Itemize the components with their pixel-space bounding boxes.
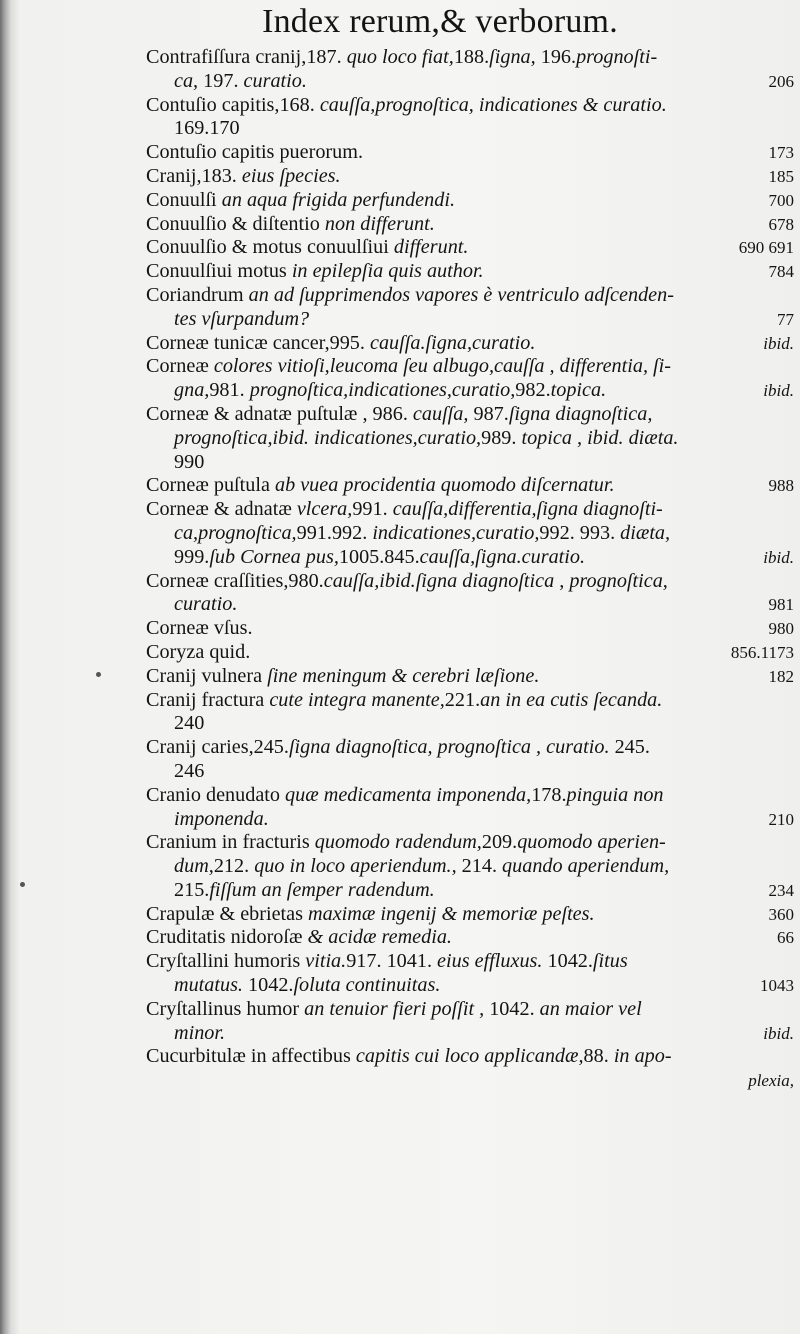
entry-text-italic: ſine meningum & cerebri læſione. — [267, 664, 540, 687]
entry-text-italic: cauſſa.ſigna,curatio. — [370, 331, 536, 354]
index-entry — [146, 260, 794, 284]
entry-text: Crapulæ & ebrietas — [146, 902, 309, 925]
entry-line — [146, 641, 794, 665]
entry-text: Conuulſio & motus conuulſiui — [146, 236, 394, 259]
entry-text-italic: ſigna diagnoſtica, — [508, 402, 653, 425]
entry-text: 245. — [609, 736, 650, 759]
entry-text-italic: maximæ ingenij & memoriæ peſtes. — [308, 902, 595, 925]
page-reference: 678 — [768, 214, 794, 234]
index-entry — [146, 665, 794, 689]
entry-line — [146, 474, 794, 498]
page-reference: 182 — [768, 666, 794, 686]
entry-text: Corneæ — [146, 355, 214, 378]
entry-text: Corneæ & adnatæ puſtulæ , 986. — [146, 402, 413, 425]
entry-text: Cranium in fracturis — [146, 831, 315, 854]
entry-text-italic: cute integra manente, — [269, 688, 445, 711]
entry-line — [146, 665, 794, 689]
index-entry — [146, 617, 794, 641]
page-reference: 988 — [768, 476, 794, 496]
entry-line — [146, 784, 794, 808]
entry-text-italic: vitia. — [305, 950, 347, 973]
entry-text: Corneæ puſtula — [146, 474, 275, 497]
entry-text: Cryſtallini humoris — [146, 950, 306, 973]
entry-text: Cranij fractura — [146, 688, 270, 711]
page-reference: 66 — [777, 928, 794, 948]
entry-line — [146, 451, 794, 475]
index-entry — [146, 998, 794, 1046]
index-entry — [146, 284, 794, 332]
index-entries — [146, 46, 794, 1093]
entry-text-italic: ſigna, — [489, 46, 536, 68]
entry-text-italic: prognoſtica,indicationes,curatio, — [249, 379, 516, 402]
entry-line — [146, 831, 794, 855]
entry-text: Contrafiſſura cranij,187. — [146, 46, 347, 68]
index-entry — [146, 474, 794, 498]
entry-text: Cryſtallinus humor — [146, 997, 305, 1020]
page-reference: 980 — [768, 619, 794, 639]
entry-line — [146, 70, 794, 94]
entry-text: 991.992. — [296, 521, 373, 544]
index-entry — [146, 498, 794, 569]
entry-line — [146, 498, 794, 522]
entry-text: Cranio denudato — [146, 783, 286, 806]
entry-text-italic: prognoſti- — [576, 46, 658, 68]
entry-text-italic: cauſſa, — [412, 402, 469, 425]
entry-line — [146, 236, 794, 260]
entry-text: 981. — [209, 379, 250, 402]
entry-text-italic: an in ea cutis ſecanda. — [480, 688, 663, 711]
index-entry — [146, 403, 794, 474]
entry-text-italic: differunt. — [393, 236, 469, 259]
page-reference: 210 — [768, 809, 794, 829]
entry-text-italic: ca,prognoſtica, — [174, 521, 297, 544]
page-reference: ibid. — [763, 1023, 794, 1043]
page-reference: 206 — [768, 71, 794, 91]
entry-text-italic: indicationes,curatio, — [372, 521, 540, 544]
entry-text-italic: topica , ibid. diæta. — [521, 426, 679, 449]
entry-text: 178. — [531, 783, 567, 806]
entry-text: Corneæ craſſities,980. — [146, 569, 324, 592]
index-entry — [146, 926, 794, 950]
entry-text: 196. — [535, 46, 577, 68]
entry-line — [146, 808, 794, 832]
entry-text-italic: ca, — [174, 69, 199, 92]
index-entry — [146, 784, 794, 832]
index-entry — [146, 950, 794, 998]
entry-text: Contuſio capitis puerorum. — [146, 141, 363, 164]
entry-line — [146, 974, 794, 998]
entry-text: Corneæ & adnatæ — [146, 498, 297, 521]
entry-text-italic: vlcera, — [296, 498, 353, 521]
page-reference: 1043 — [760, 976, 794, 996]
page-reference: plexia, — [748, 1071, 794, 1091]
page-speck — [20, 882, 25, 887]
entry-text: 917. 1041. — [346, 950, 438, 973]
entry-text-italic: in apo- — [613, 1045, 672, 1068]
entry-text: Coriandrum — [146, 283, 249, 306]
index-entry — [146, 570, 794, 618]
entry-text-italic: tes vſurpandum? — [174, 307, 310, 330]
page-title: Index rerum,& verborum. — [262, 3, 618, 40]
entry-line — [146, 712, 794, 736]
entry-line — [146, 546, 794, 570]
entry-line — [146, 117, 794, 141]
entry-line — [146, 1045, 794, 1069]
entry-text: 88. — [583, 1045, 614, 1068]
entry-line — [146, 570, 794, 594]
entry-text: 212. — [213, 855, 255, 878]
entry-text: 982. — [515, 379, 551, 402]
page-reference: 173 — [768, 143, 794, 163]
entry-text: Contuſio capitis,168. — [146, 93, 320, 116]
entry-text: 992. 993. — [539, 521, 621, 544]
entry-text: Cranij,183. — [146, 164, 242, 187]
entry-text: 1042. — [484, 997, 540, 1020]
index-entry — [146, 189, 794, 213]
entry-text-italic: quando aperiendum, — [502, 855, 670, 878]
entry-text: 197. — [198, 69, 244, 92]
page-reference: 856.1173 — [730, 642, 794, 662]
entry-text: 188. — [453, 46, 490, 68]
entry-line — [146, 403, 794, 427]
entry-line — [146, 760, 794, 784]
entry-text-italic: quo in loco aperiendum., — [254, 855, 457, 878]
entry-text-italic: quæ medicamenta imponenda, — [285, 783, 532, 806]
entry-text-italic: fiſſum an ſemper radendum. — [209, 878, 435, 901]
entry-text-italic: ab vuea procidentia quomodo diſcernatur. — [274, 474, 615, 497]
entry-text-italic: diæta, — [620, 521, 671, 544]
entry-line — [146, 213, 794, 237]
entry-line — [146, 332, 794, 356]
index-entry — [146, 903, 794, 927]
entry-text: 999. — [174, 545, 210, 568]
entry-text: Conuulſio & diſtentio — [146, 212, 325, 235]
entry-line — [146, 855, 794, 879]
entry-text: Conuulſi — [146, 188, 222, 211]
index-entry — [146, 355, 794, 403]
entry-text-italic: quomodo aperien- — [517, 831, 666, 854]
entry-line — [146, 879, 794, 903]
entry-line — [146, 617, 794, 641]
entry-line — [146, 1069, 794, 1093]
entry-text: Cruditatis nidoroſæ — [146, 926, 308, 949]
entry-text-italic: cauſſa,ibid.ſigna diagnoſtica , prognoſtica, — [323, 569, 668, 592]
entry-text: Coryza quid. — [146, 640, 251, 663]
entry-line — [146, 998, 794, 1022]
index-entry — [146, 46, 794, 94]
entry-text: 990 — [174, 450, 205, 473]
entry-text: 209. — [481, 831, 518, 854]
entry-text: Cranij caries,245. — [146, 736, 289, 759]
entry-line — [146, 308, 794, 332]
entry-text: 987. — [468, 402, 509, 425]
entry-text: 991. — [352, 498, 393, 521]
index-entry — [146, 831, 794, 902]
index-entry — [146, 332, 794, 356]
entry-text: 1042. — [542, 950, 593, 973]
page-reference: 784 — [768, 262, 794, 282]
entry-line — [146, 46, 794, 70]
entry-text: 989. — [481, 426, 522, 449]
entry-text: 246 — [174, 759, 205, 782]
entry-text-italic: pinguia non — [566, 783, 664, 806]
page-reference: ibid. — [763, 333, 794, 353]
entry-text-italic: ſub Cornea pus, — [209, 545, 339, 568]
entry-text: 169.170 — [174, 117, 240, 140]
entry-text-italic: curatio. — [174, 593, 238, 616]
page-reference: 77 — [777, 309, 794, 329]
entry-line — [146, 736, 794, 760]
entry-text: 215. — [174, 878, 210, 901]
entry-text: 1005.845. — [338, 545, 420, 568]
entry-line — [146, 94, 794, 118]
index-entry — [146, 689, 794, 737]
entry-text-italic: quomodo radendum, — [314, 831, 482, 854]
index-entry — [146, 1045, 794, 1093]
entry-text-italic: cauſſa,prognoſtica, indicationes & curatio. — [319, 93, 667, 116]
entry-text: 221. — [444, 688, 481, 711]
entry-line — [146, 165, 794, 189]
entry-text-italic: in epilepſia quis author. — [291, 260, 484, 283]
entry-text: Cucurbitulæ in affectibus — [146, 1045, 356, 1068]
entry-text-italic: capitis cui loco applicandæ, — [355, 1045, 584, 1068]
entry-text-italic: colores vitioſi,leucoma ſeu albugo,cauſſa , differentia, ſi- — [213, 355, 671, 378]
entry-text-italic: topica. — [550, 379, 607, 402]
index-entry — [146, 141, 794, 165]
entry-line — [146, 950, 794, 974]
entry-text-italic: curatio. — [243, 69, 307, 92]
entry-line — [146, 260, 794, 284]
entry-line — [146, 379, 794, 403]
entry-text-italic: mutatus. — [174, 974, 243, 997]
entry-text-italic: an maior vel — [539, 997, 642, 1020]
entry-text-italic: ſitus — [592, 950, 628, 973]
index-entry — [146, 641, 794, 665]
entry-line — [146, 593, 794, 617]
entry-text: 240 — [174, 712, 205, 735]
entry-line — [146, 1022, 794, 1046]
page-reference: 981 — [768, 595, 794, 615]
page-reference: 700 — [768, 190, 794, 210]
entry-text: Conuulſiui motus — [146, 260, 292, 283]
entry-text: Corneæ vſus. — [146, 617, 253, 640]
entry-line — [146, 355, 794, 379]
entry-text-italic: eius ſpecies. — [241, 164, 341, 187]
entry-text-italic: an aqua frigida perfundendi. — [221, 188, 455, 211]
entry-text-italic: cauſſa,ſigna.curatio. — [419, 545, 586, 568]
page-reference: ibid. — [763, 547, 794, 567]
entry-text: 1042. — [242, 974, 294, 997]
entry-line — [146, 926, 794, 950]
index-entry — [146, 94, 794, 142]
entry-text-italic: dum, — [174, 855, 214, 878]
page-speck — [96, 672, 101, 677]
entry-line — [146, 522, 794, 546]
entry-line — [146, 689, 794, 713]
page-reference: 690 691 — [738, 238, 794, 258]
entry-text-italic: imponenda. — [174, 807, 269, 830]
entry-text: Corneæ tunicæ cancer,995. — [146, 331, 370, 354]
entry-text-italic: ſoluta continuitas. — [293, 974, 441, 997]
entry-line — [146, 189, 794, 213]
index-entry — [146, 736, 794, 784]
entry-text-italic: prognoſtica,ibid. indicationes,curatio, — [174, 426, 482, 449]
entry-line — [146, 141, 794, 165]
index-entry — [146, 213, 794, 237]
entry-text-italic: & acidæ remedia. — [307, 926, 452, 949]
entry-text-italic: cauſſa,differentia,ſigna diagnoſti- — [392, 498, 663, 521]
entry-text-italic: ſigna diagnoſtica, prognoſtica , curatio. — [288, 736, 610, 759]
page-reference: 360 — [768, 904, 794, 924]
entry-text-italic: non differunt. — [324, 212, 435, 235]
index-entry — [146, 236, 794, 260]
entry-line — [146, 427, 794, 451]
entry-text-italic: quo loco fiat, — [346, 46, 454, 68]
entry-text: 214. — [456, 855, 503, 878]
entry-text-italic: an ad ſupprimendos vapores è ventriculo adſcenden- — [248, 283, 674, 306]
entry-text-italic: gna, — [174, 379, 210, 402]
index-entry — [146, 165, 794, 189]
page-reference: 234 — [768, 880, 794, 900]
entry-text-italic: minor. — [174, 1021, 226, 1044]
page-reference: ibid. — [763, 381, 794, 401]
entry-text: Cranij vulnera — [146, 664, 268, 687]
entry-line — [146, 903, 794, 927]
page-reference: 185 — [768, 166, 794, 186]
entry-text-italic: an tenuior fieri poſſit , — [304, 997, 485, 1020]
entry-line — [146, 284, 794, 308]
entry-text-italic: eius effluxus. — [437, 950, 543, 973]
